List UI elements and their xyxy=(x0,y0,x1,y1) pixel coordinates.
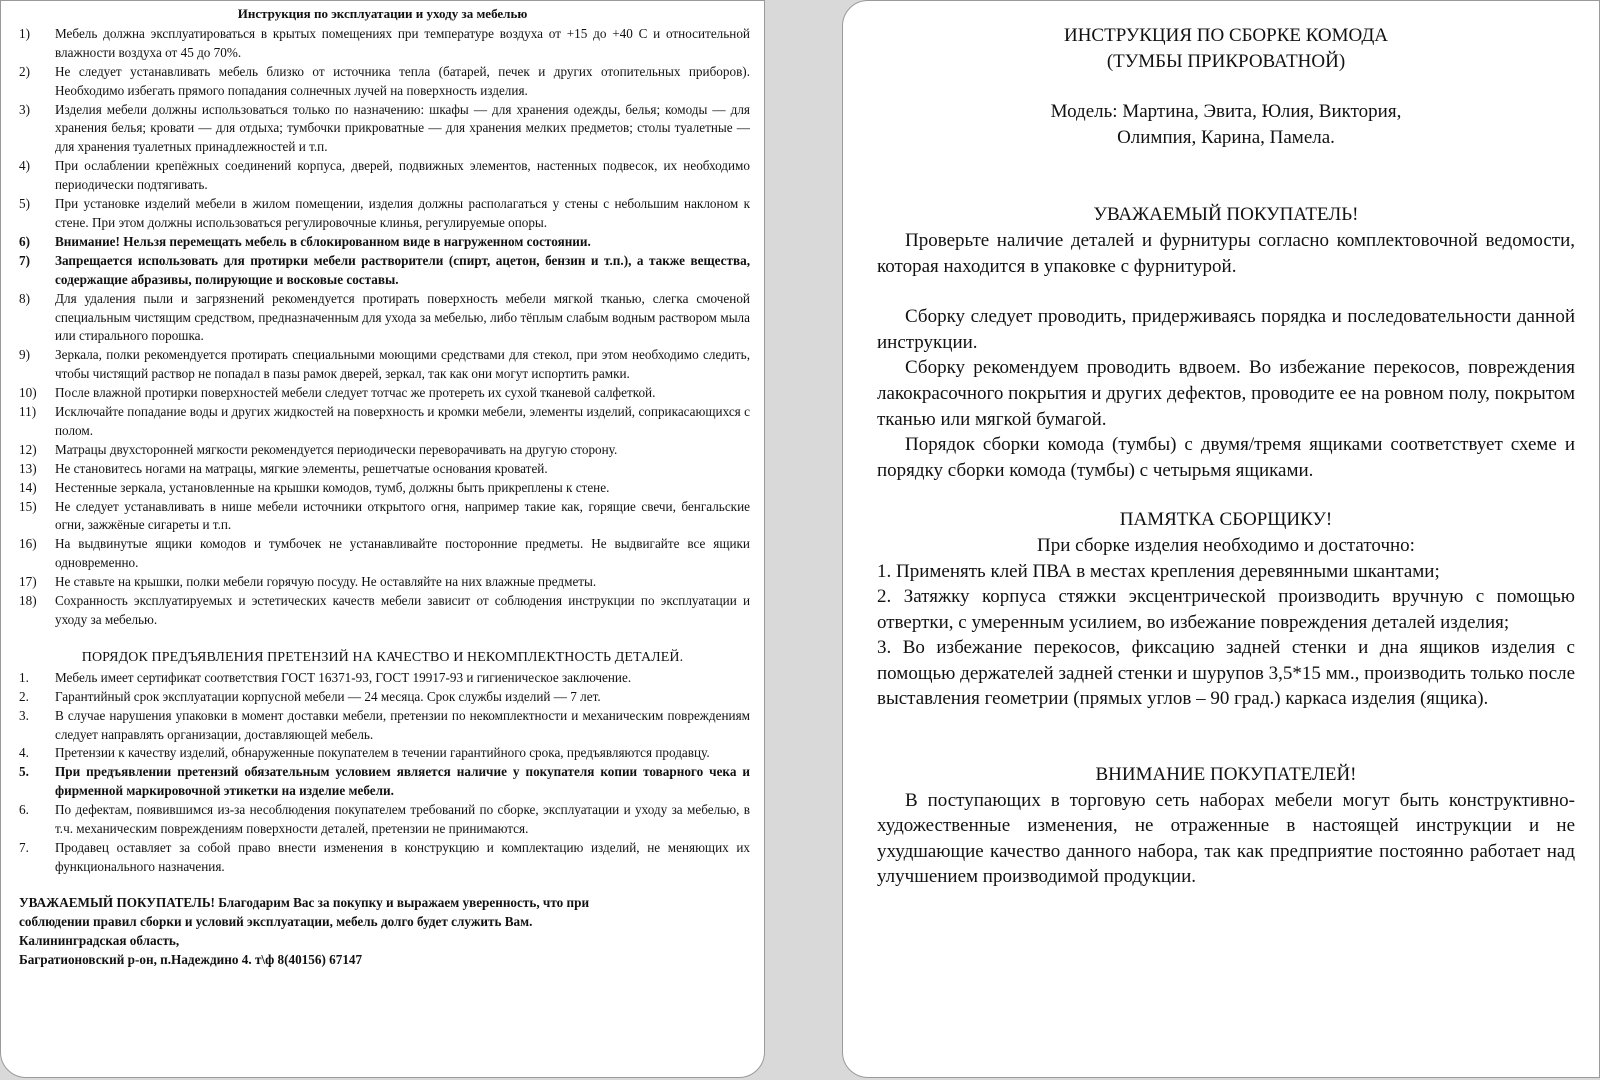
model-line-1: Модель: Мартина, Эвита, Юлия, Виктория, xyxy=(1050,101,1402,123)
care-item-text: Не следует устанавливать мебель близко от источника тепла (батарей, печек и других отопительных приборов). Необходимо избегать прямого попадания солнечных лучей на поверхность изделия. xyxy=(55,63,750,98)
care-item-text: После влажной протирки поверхностей мебели следует тотчас же протереть их сухой тканевой салфеткой. xyxy=(55,385,656,401)
claims-item xyxy=(15,688,750,707)
claims-item-number: 1. xyxy=(19,669,29,685)
closing-line: соблюдении правил сборки и условий эксплуатации, мебель долго будет служить Вам. xyxy=(19,913,533,929)
care-item-text: Нестенные зеркала, установленные на крышки комодов, тумб, должны быть прикреплены к стене. xyxy=(55,479,610,495)
claims-item-text: Продавец оставляет за собой право внести изменения в конструкцию и комплектацию изделий, не меняющих их функционального назначения. xyxy=(55,839,750,874)
claims-item-number: 2. xyxy=(19,688,29,704)
care-item-text: Изделия мебели должны использоваться только по назначению: шкафы — для хранения одежды, белья; комоды — для хранения белья; кровати — для отдыха; тумбочки прикроватные — для хранения мелких предметов; столы туалетные — для хранения туалетных принадлежностей и т.п. xyxy=(55,101,750,155)
claims-item-text: При предъявлении претензий обязательным условием является наличие у покупателя копии товарного чека и фирменной маркировочной этикетки на изделие мебели. xyxy=(55,764,750,799)
care-item xyxy=(15,460,750,479)
claims-item-text: По дефектам, появившимся из-за несоблюдения покупателем требований по сборке, эксплуатации и уходу за мебелью, в т.ч. механическим повреждениям поверхности деталей, претензии не принимаются. xyxy=(55,802,750,837)
care-item-number: 15) xyxy=(19,498,37,514)
care-item-text: При ослаблении крепёжных соединений корпуса, дверей, подвижных элементов, настенных подвесок, их необходимо периодически подтягивать. xyxy=(55,158,750,193)
care-title: Инструкция по эксплуатации и уходу за мебелью xyxy=(237,6,528,21)
memo-heading: ПАМЯТКА СБОРЩИКУ! xyxy=(1119,509,1333,531)
care-item-text: Не следует устанавливать в нише мебели источники открытого огня, например такие как, горящие свечи, бенгальские огни, зажжёные сигареты и т.п. xyxy=(55,498,750,533)
care-item-number: 1) xyxy=(19,25,30,41)
claims-item-number: 6. xyxy=(19,802,29,818)
care-item-number: 5) xyxy=(19,196,30,212)
care-item-number: 16) xyxy=(19,536,37,552)
claims-title: ПОРЯДОК ПРЕДЪЯВЛЕНИЯ ПРЕТЕНЗИЙ НА КАЧЕСТВО И НЕКОМПЛЕКТНОСТЬ ДЕТАЛЕЙ. xyxy=(81,649,684,665)
attention-paragraph: В поступающих в торговую сеть наборах мебели могут быть конструктивно-художественные изменения, не отраженные в настоящей инструкции и не ухудшающие качество данного набора, так как предприятие постоянно работает над улучшением производимой продукции. xyxy=(877,789,1575,888)
care-list xyxy=(15,25,750,630)
claims-item-number: 5. xyxy=(19,764,29,780)
claims-item-text: Мебель имеет сертификат соответствия ГОСТ 16371-93, ГОСТ 19917-93 и гигиеническое заключение. xyxy=(55,669,632,685)
care-item-number: 13) xyxy=(19,460,37,476)
care-item xyxy=(15,441,750,460)
claims-item xyxy=(15,744,750,763)
closing-block xyxy=(15,894,750,970)
care-item-text: Для удаления пыли и загрязнений рекомендуется протирать поверхность мебели мягкой тканью, слегка смоченой специальным чистящим средством, предназначенным для ухода за мебелью, либо тёплым слабым водным раствором мыла или стирального порошка. xyxy=(55,290,750,344)
care-item-number: 2) xyxy=(19,63,30,79)
care-item-number: 6) xyxy=(19,233,30,249)
assembly-order-paragraph: Сборку следует проводить, придерживаясь порядка и последовательности данной инструкции. xyxy=(877,306,1575,353)
closing-line: Багратионовский р-он, п.Надеждино 4. т\ф 8(40156) 67147 xyxy=(19,951,363,967)
care-item xyxy=(15,25,750,63)
care-item xyxy=(15,573,750,592)
care-item xyxy=(15,157,750,195)
assembly-title-line-1: ИНСТРУКЦИЯ ПО СБОРКЕ КОМОДА xyxy=(1063,25,1389,46)
claims-item-text: Гарантийный срок эксплуатации корпусной мебели — 24 месяца. Срок службы изделий — 7 лет. xyxy=(55,688,601,704)
memo-item-2: 2. Затяжку корпуса стяжки эксцентрической производить вручную с помощью отвертки, с умеренным усилием, во избежание повреждения деталей изделия; xyxy=(877,586,1575,633)
care-item-number: 4) xyxy=(19,158,30,174)
claims-item xyxy=(15,801,750,839)
claims-item-text: В случае нарушения упаковки в момент доставки мебели, претензии по некомплектности и механическим повреждениям следует направлять организации, доставляющей мебель. xyxy=(55,707,750,742)
care-item xyxy=(15,233,750,252)
care-item-text: На выдвинутые ящики комодов и тумбочек не устанавливайте посторонние предметы. Не выдвигайте все ящики одновременно. xyxy=(55,536,750,571)
care-item-text: Матрацы двухсторонней мягкости рекомендуется периодически переворачивать на другую сторону. xyxy=(55,441,618,457)
care-item-number: 12) xyxy=(19,441,37,457)
care-item-number: 10) xyxy=(19,385,37,401)
care-item-text: Не ставьте на крышки, полки мебели горячую посуду. Не оставляйте на них влажные предметы. xyxy=(55,574,597,590)
care-item-number: 11) xyxy=(19,404,37,420)
claims-list xyxy=(15,669,750,877)
memo-intro: При сборке изделия необходимо и достаточно: xyxy=(1037,534,1415,556)
left-page xyxy=(0,0,765,1078)
right-page xyxy=(842,0,1600,1078)
claims-item xyxy=(15,707,750,745)
care-item-text: Сохранность эксплуатируемых и эстетических качеств мебели зависит от соблюдения инструкции по эксплуатации и уходу за мебелью. xyxy=(55,593,750,627)
care-item xyxy=(15,479,750,498)
care-item-number: 18) xyxy=(19,593,37,609)
care-item xyxy=(15,195,750,233)
care-item-text: Запрещается использовать для протирки мебели растворители (спирт, ацетон, бензин и т.п.), а также вещества, содержащие абразивы, полирующие и восковые составы. xyxy=(55,252,750,287)
claims-item xyxy=(15,839,750,877)
drawers-paragraph: Порядок сборки комода (тумбы) с двумя/тремя ящиками соответствует схеме и порядку сборки комода (тумбы) с четырьмя ящиками. xyxy=(877,434,1575,481)
care-item-number: 14) xyxy=(19,479,37,495)
closing-line: УВАЖАЕМЫЙ ПОКУПАТЕЛЬ! Благодарим Вас за покупку и выражаем уверенность, что при xyxy=(19,894,590,910)
care-item xyxy=(15,592,750,630)
memo-item-3: 3. Во избежание перекосов, фиксацию задней стенки и дна ящиков изделия с помощью держателей задней стенки и шурупов 3,5*15 мм., производить только после выставления геометрии (прямых углов – 90 град.) каркаса изделия (ящика). xyxy=(877,637,1575,710)
care-item xyxy=(15,384,750,403)
care-item xyxy=(15,498,750,536)
memo-item-1: 1. Применять клей ПВА в местах крепления деревянными шкантами; xyxy=(877,560,1440,582)
check-parts-paragraph: Проверьте наличие деталей и фурнитуры согласно комплектовочной ведомости, которая находится в упаковке с фурнитурой. xyxy=(877,229,1575,277)
care-item-text: Исключайте попадание воды и других жидкостей на поверхность и кромки мебели, элементы изделий, соприкасающихся с полом. xyxy=(55,404,750,438)
closing-line: Калининградская область, xyxy=(19,932,180,948)
care-item-number: 8) xyxy=(19,290,30,306)
model-line-2: Олимпия, Карина, Памела. xyxy=(1117,126,1335,148)
claims-item-number: 3. xyxy=(19,707,29,723)
claims-item xyxy=(15,669,750,688)
care-item xyxy=(15,290,750,347)
two-people-paragraph: Сборку рекомендуем проводить вдвоем. Во избежание перекосов, повреждения лакокрасочного покрытия и других дефектов, проводите ее на ровном полу, покрытом тканью или мягкой бумагой. xyxy=(877,357,1575,430)
claims-item-text: Претензии к качеству изделий, обнаруженные покупателем в течении гарантийного срока, предъявляются продавцу. xyxy=(55,745,710,761)
care-item-text: Не становитесь ногами на матрацы, мягкие элементы, решетчатые основания кроватей. xyxy=(55,460,548,476)
care-item xyxy=(15,101,750,158)
care-item-text: При установке изделий мебели в жилом помещении, изделия должны располагаться у стены с небольшим наклоном к стене. При этом должны использоваться регулировочные клинья, регулируемые опоры. xyxy=(55,196,750,230)
care-item xyxy=(15,346,750,384)
care-item-text: Зеркала, полки рекомендуется протирать специальными моющими средствами для стекол, при этом необходимо следить, чтобы чистящий раствор не попадал в пазы рамок дверей, зеркал, так как они могут испортить рамки. xyxy=(55,347,750,382)
care-instructions xyxy=(15,5,750,969)
claims-item-number: 7. xyxy=(19,839,29,855)
care-item-number: 3) xyxy=(19,101,30,117)
assembly-title-line-2: (ТУМБЫ ПРИКРОВАТНОЙ) xyxy=(1106,50,1346,72)
care-item-text: Мебель должна эксплуатироваться в крытых помещениях при температуре воздуха от +15 до +40 С и относительной влажности воздуха от 45 до 70%. xyxy=(55,25,750,60)
dear-customer-heading: УВАЖАЕМЫЙ ПОКУПАТЕЛЬ! xyxy=(1093,204,1359,226)
care-item-number: 17) xyxy=(19,574,37,590)
assembly-instructions xyxy=(877,23,1575,890)
care-item xyxy=(15,535,750,573)
care-item xyxy=(15,403,750,441)
claims-item-number: 4. xyxy=(19,745,29,761)
care-item xyxy=(15,252,750,290)
care-item-number: 9) xyxy=(19,347,30,363)
claims-item xyxy=(15,763,750,801)
care-item-text: Внимание! Нельзя перемещать мебель в сблокированном виде в нагруженном состоянии. xyxy=(55,233,591,249)
attention-heading: ВНИМАНИЕ ПОКУПАТЕЛЕЙ! xyxy=(1095,764,1357,786)
care-item-number: 7) xyxy=(19,252,30,268)
care-item xyxy=(15,63,750,101)
